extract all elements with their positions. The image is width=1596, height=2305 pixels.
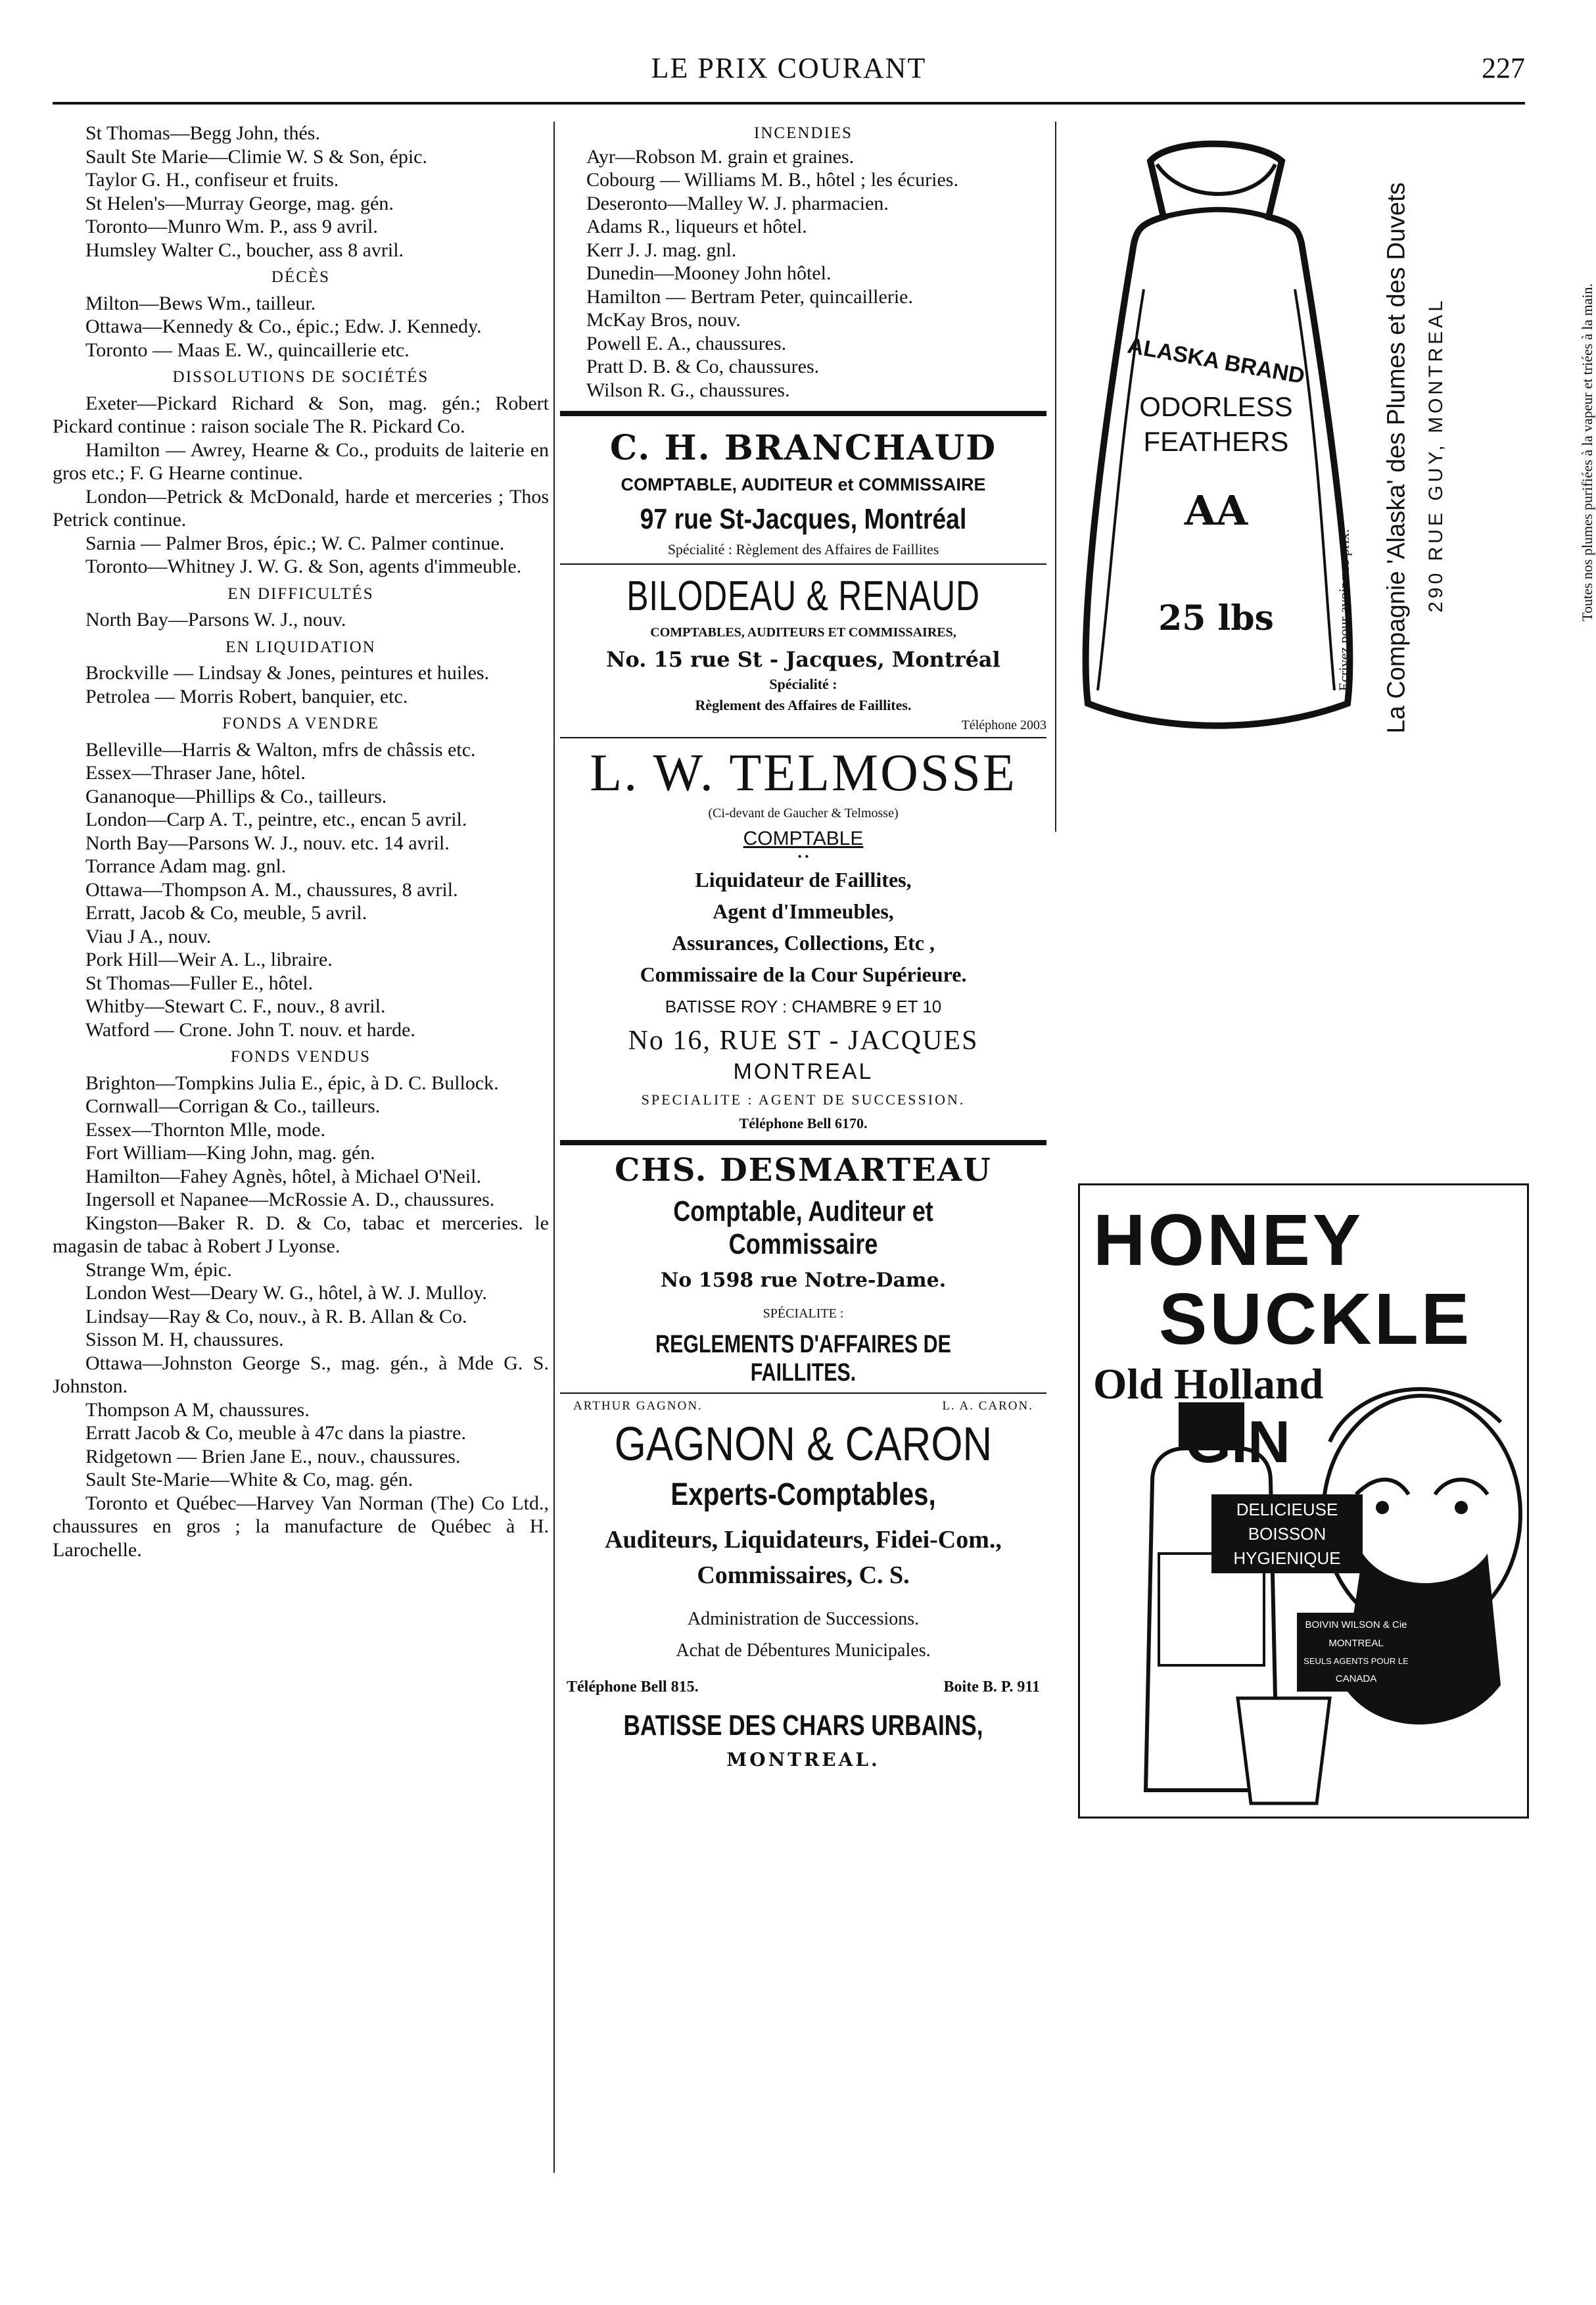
honey-tagline3: HYGIENIQUE [1233, 1548, 1341, 1568]
list-item: Taylor G. H., confiseur et fruits. [85, 169, 339, 191]
list-item: Humsley Walter C., boucher, ass 8 avril. [85, 239, 404, 261]
alaska-vertical-text [1336, 128, 1595, 779]
ad-gagnon-caron [560, 1394, 1046, 1770]
list-item: Whitby—Stewart C. F., nouv., 8 avril. [85, 995, 386, 1017]
ad-specialty: Règlement des Affaires de Faillites. [695, 697, 912, 713]
ad-divider [560, 1140, 1046, 1145]
list-item: Ottawa—Johnston George S., mag. gén., à Mde G. S. Johnston. [53, 1352, 549, 1397]
ad-role: Comptable, Auditeur et Commissaire [673, 1195, 933, 1260]
list-item: Brockville — Lindsay & Jones, peintures et huiles. [85, 662, 490, 684]
ad-building: BATISSE DES CHARS URBAINS, [623, 1709, 983, 1742]
ad-address: No. 15 rue St - Jacques, Montréal [606, 647, 1000, 672]
ad-line: Liquidateur de Faillites, [695, 868, 912, 891]
honey-word3: Old Holland [1093, 1360, 1324, 1408]
ad-address: 97 rue St-Jacques, Montréal [640, 503, 967, 535]
ad-line: Commissaire de la Cour Supérieure. [640, 962, 967, 986]
list-item: McKay Bros, nouv. [586, 309, 741, 331]
header-rule [53, 102, 1525, 105]
ad-bilodeau [560, 565, 1046, 737]
page-header-title: LE PRIX COURANT [651, 52, 927, 84]
honey-word2: SUCKLE [1159, 1279, 1472, 1360]
page-number: 227 [1482, 52, 1525, 84]
list-item: Watford — Crone. John T. nouv. et harde. [85, 1018, 415, 1041]
list-item: London West—Deary W. G., hôtel, à W. J. Mulloy. [85, 1282, 487, 1304]
bag-line1: ODORLESS [1139, 391, 1293, 422]
ad-address: No 16, RUE ST - JACQUES [628, 1026, 979, 1056]
ad-specialty-label: SPÉCIALITE : [763, 1306, 844, 1321]
ad-alaska-feathers [1071, 125, 1361, 756]
ad-branchaud [560, 416, 1046, 563]
list-item: Thompson A M, chaussures. [85, 1398, 310, 1421]
list-item: Belleville—Harris & Walton, mfrs de châssis etc. [85, 738, 476, 761]
ad-desmarteau [560, 1145, 1046, 1392]
ad-city: MONTREAL. [726, 1749, 880, 1770]
bag-brand: ALASKA BRAND [1125, 333, 1307, 389]
list-item: Toronto—Whitney J. W. G. & Son, agents d'immeuble. [85, 556, 522, 577]
ad-honeysuckle-gin [1078, 1183, 1529, 1818]
list-item: Ingersoll et Napanee—McRossie A. D., chaussures. [85, 1189, 495, 1210]
list-item: London—Petrick & McDonald, harde et merceries ; Thos Petrick continue. [53, 485, 549, 531]
list-item: Cobourg — Williams M. B., hôtel ; les écuries. [586, 169, 958, 191]
section-heading-deces: DÉCÈS [271, 268, 331, 286]
bag-weight: 25 lbs [1158, 598, 1274, 638]
honey-agent2: MONTREAL [1328, 1638, 1384, 1649]
list-item: Ridgetown — Brien Jane E., nouv., chaussures. [85, 1445, 461, 1467]
list-item: London—Carp A. T., peintre, etc., encan 5 avril. [85, 809, 467, 830]
ad-role: COMPTABLE, AUDITEUR et COMMISSAIRE [621, 475, 986, 494]
list-item: Essex—Thraser Jane, hôtel. [85, 762, 306, 784]
ad-roles: Auditeurs, Liquidateurs, Fidei-Com., Commissaires, C. S. [605, 1526, 1002, 1589]
left-column [53, 122, 549, 1561]
incendies-section [560, 122, 1046, 402]
list-item: Toronto et Québec—Harvey Van Norman (The) Co Ltd., chaussures en gros ; la manufacture de Québec à H. Larochelle. [53, 1492, 549, 1561]
section-rule [560, 411, 1046, 416]
list-item: Toronto — Maas E. W., quincaillerie etc. [85, 339, 410, 361]
ad-line: Assurances, Collections, Etc , [672, 931, 935, 955]
list-item: Adams R., liqueurs et hôtel. [586, 216, 807, 237]
ad-phone: Téléphone 2003 [961, 718, 1046, 732]
ad-role: COMPTABLES, AUDITEURS ET COMMISSAIRES, [650, 625, 956, 640]
top-entries [53, 122, 549, 262]
section-heading-vendus: FONDS VENDUS [230, 1048, 371, 1066]
list-item: St Thomas—Fuller E., hôtel. [85, 972, 314, 994]
list-item: Dunedin—Mooney John hôtel. [586, 262, 832, 284]
list-item: St Thomas—Begg John, thés. [85, 122, 320, 144]
middle-column [560, 122, 1046, 1770]
list-item: Deseronto—Malley W. J. pharmacien. [586, 192, 889, 214]
list-item: Pratt D. B. & Co, chaussures. [586, 356, 820, 377]
ad-name: CHS. DESMARTEAU [615, 1152, 992, 1189]
list-item: North Bay—Parsons W. J., nouv. etc. 14 avril. [85, 832, 450, 854]
ad-address: No 1598 rue Notre-Dame. [660, 1269, 947, 1292]
list-item: Powell E. A., chaussures. [586, 332, 787, 354]
ad-partner-left: ARTHUR GAGNON. [573, 1399, 703, 1413]
bag-line2: FEATHERS [1143, 426, 1289, 457]
honey-tagline1: DELICIEUSE [1236, 1500, 1338, 1519]
ad-name: L. W. TELMOSSE [590, 744, 1017, 802]
section-heading-liquidation: EN LIQUIDATION [225, 638, 376, 656]
list-item: Brighton—Tompkins Julia E., épic, à D. C. Bullock. [85, 1072, 499, 1094]
list-item: Wilson R. G., chaussures. [586, 379, 790, 401]
list-item: St Helen's—Murray George, mag. gén. [85, 192, 394, 214]
bag-grade: AA [1184, 487, 1248, 535]
list-item: Sisson M. H, chaussures. [85, 1329, 284, 1350]
list-item: Exeter—Pickard Richard & Son, mag. gén.; Robert Pickard continue : raison sociale The R. Pickard Co. [53, 392, 549, 437]
column-divider-left [553, 122, 555, 2173]
list-item: Viau J A., nouv. [85, 925, 212, 947]
list-item: Sault Ste-Marie—White & Co, mag. gén. [85, 1469, 413, 1490]
vertical-note1: Ecrivez pour avoir nos prix. [1336, 529, 1352, 692]
section-heading-difficultes: EN DIFFICULTÉS [227, 584, 374, 603]
honey-agent3: SEULS AGENTS POUR LE [1303, 1656, 1409, 1666]
honey-agent1: BOIVIN WILSON & Cie [1305, 1619, 1407, 1630]
section-heading-incendies: INCENDIES [754, 124, 853, 142]
list-item: Sarnia — Palmer Bros, épic.; W. C. Palmer continue. [85, 532, 505, 554]
list-item: Kingston—Baker R. D. & Co, tabac et merceries. le magasin de tabac à Robert J Lyonse. [53, 1212, 549, 1257]
list-item: Kerr J. J. mag. gnl. [586, 239, 737, 261]
ad-specialty: SPECIALITE : AGENT DE SUCCESSION. [641, 1091, 966, 1108]
ad-phone: Téléphone Bell 6170. [739, 1115, 868, 1131]
section-heading-a-vendre: FONDS A VENDRE [222, 715, 379, 732]
vertical-note2: Toutes nos plumes purifiées à la vapeur et triées à la main. [1579, 283, 1595, 622]
list-item: Erratt, Jacob & Co, meuble, 5 avril. [85, 902, 367, 924]
list-item: Fort William—King John, mag. gén. [85, 1142, 375, 1164]
list-item: Essex—Thornton Mlle, mode. [85, 1118, 325, 1141]
list-item: Petrolea — Morris Robert, banquier, etc. [85, 685, 408, 707]
list-item: Pork Hill—Weir A. L., libraire. [85, 949, 333, 970]
list-item: Toronto—Munro Wm. P., ass 9 avril. [85, 216, 378, 237]
vertical-address: 290 RUE GUY, MONTREAL [1425, 297, 1447, 613]
ad-box: Boite B. P. 911 [943, 1678, 1040, 1696]
list-item: Cornwall—Corrigan & Co., tailleurs. [85, 1095, 381, 1117]
list-item: Sault Ste Marie—Climie W. S & Son, épic. [85, 145, 427, 168]
ad-contact-row [560, 1678, 1046, 1696]
list-item: Strange Wm, épic. [85, 1258, 232, 1281]
ad-line: Achat de Débentures Municipales. [676, 1640, 931, 1661]
list-item: Gananoque—Phillips & Co., tailleurs. [85, 785, 387, 807]
list-item: North Bay—Parsons W. J., nouv. [85, 609, 346, 630]
list-item: Lindsay—Ray & Co, nouv., à R. B. Allan & Co. [85, 1305, 467, 1327]
list-item: Ayr—Robson M. grain et graines. [586, 145, 855, 168]
ad-specialty: REGLEMENTS D'AFFAIRES DE FAILLITES. [655, 1331, 951, 1387]
list-item: Milton—Bews Wm., tailleur. [85, 292, 316, 314]
list-item: Ottawa—Thompson A. M., chaussures, 8 avril. [85, 878, 458, 901]
ad-telmosse [560, 738, 1046, 1137]
ad-building: BATISSE ROY : CHAMBRE 9 ET 10 [665, 997, 942, 1016]
list-item: Torrance Adam mag. gnl. [85, 855, 287, 877]
list-item: Ottawa—Kennedy & Co., épic.; Edw. J. Kennedy. [85, 316, 482, 337]
ad-partners [560, 1399, 1046, 1414]
ad-formerly: (Ci-devant de Gaucher & Telmosse) [708, 806, 899, 820]
ad-name: C. H. BRANCHAUD [609, 428, 997, 468]
list-item: Hamilton — Bertram Peter, quincaillerie. [586, 285, 913, 308]
honey-agent4: CANADA [1335, 1673, 1377, 1684]
list-item: Hamilton—Fahey Agnès, hôtel, à Michael O'Neil. [85, 1165, 481, 1187]
ad-role: COMPTABLE [743, 828, 864, 849]
ad-partner-right: L. A. CARON. [942, 1399, 1033, 1413]
ad-line: Agent d'Immeubles, [713, 899, 894, 923]
honey-word1: HONEY [1093, 1200, 1364, 1281]
column-divider-right [1055, 122, 1056, 832]
ad-specialty: Spécialité : Règlement des Affaires de Faillites [667, 541, 939, 558]
list-item: Erratt Jacob & Co, meuble à 47c dans la piastre. [85, 1422, 466, 1444]
ad-name: GAGNON & CARON [614, 1418, 993, 1471]
ad-title: Experts-Comptables, [670, 1477, 936, 1512]
ad-line: Administration de Successions. [687, 1609, 920, 1629]
vertical-title: La Compagnie 'Alaska' des Plumes et des Duvets [1382, 182, 1411, 734]
ad-name: BILODEAU & RENAUD [626, 572, 980, 619]
section-heading-dissolutions: DISSOLUTIONS DE SOCIÉTÉS [172, 368, 429, 386]
ad-phone: Téléphone Bell 815. [567, 1678, 699, 1696]
honey-tagline2: BOISSON [1248, 1524, 1326, 1544]
ad-specialty-label: Spécialité : [769, 676, 837, 692]
ad-dots: • • [797, 850, 809, 863]
ad-city: MONTREAL [733, 1059, 874, 1084]
list-item: Hamilton — Awrey, Hearne & Co., produits de laiterie en gros etc.; F. G Hearne continue. [53, 439, 549, 484]
honey-word4: GIN [1185, 1410, 1291, 1475]
